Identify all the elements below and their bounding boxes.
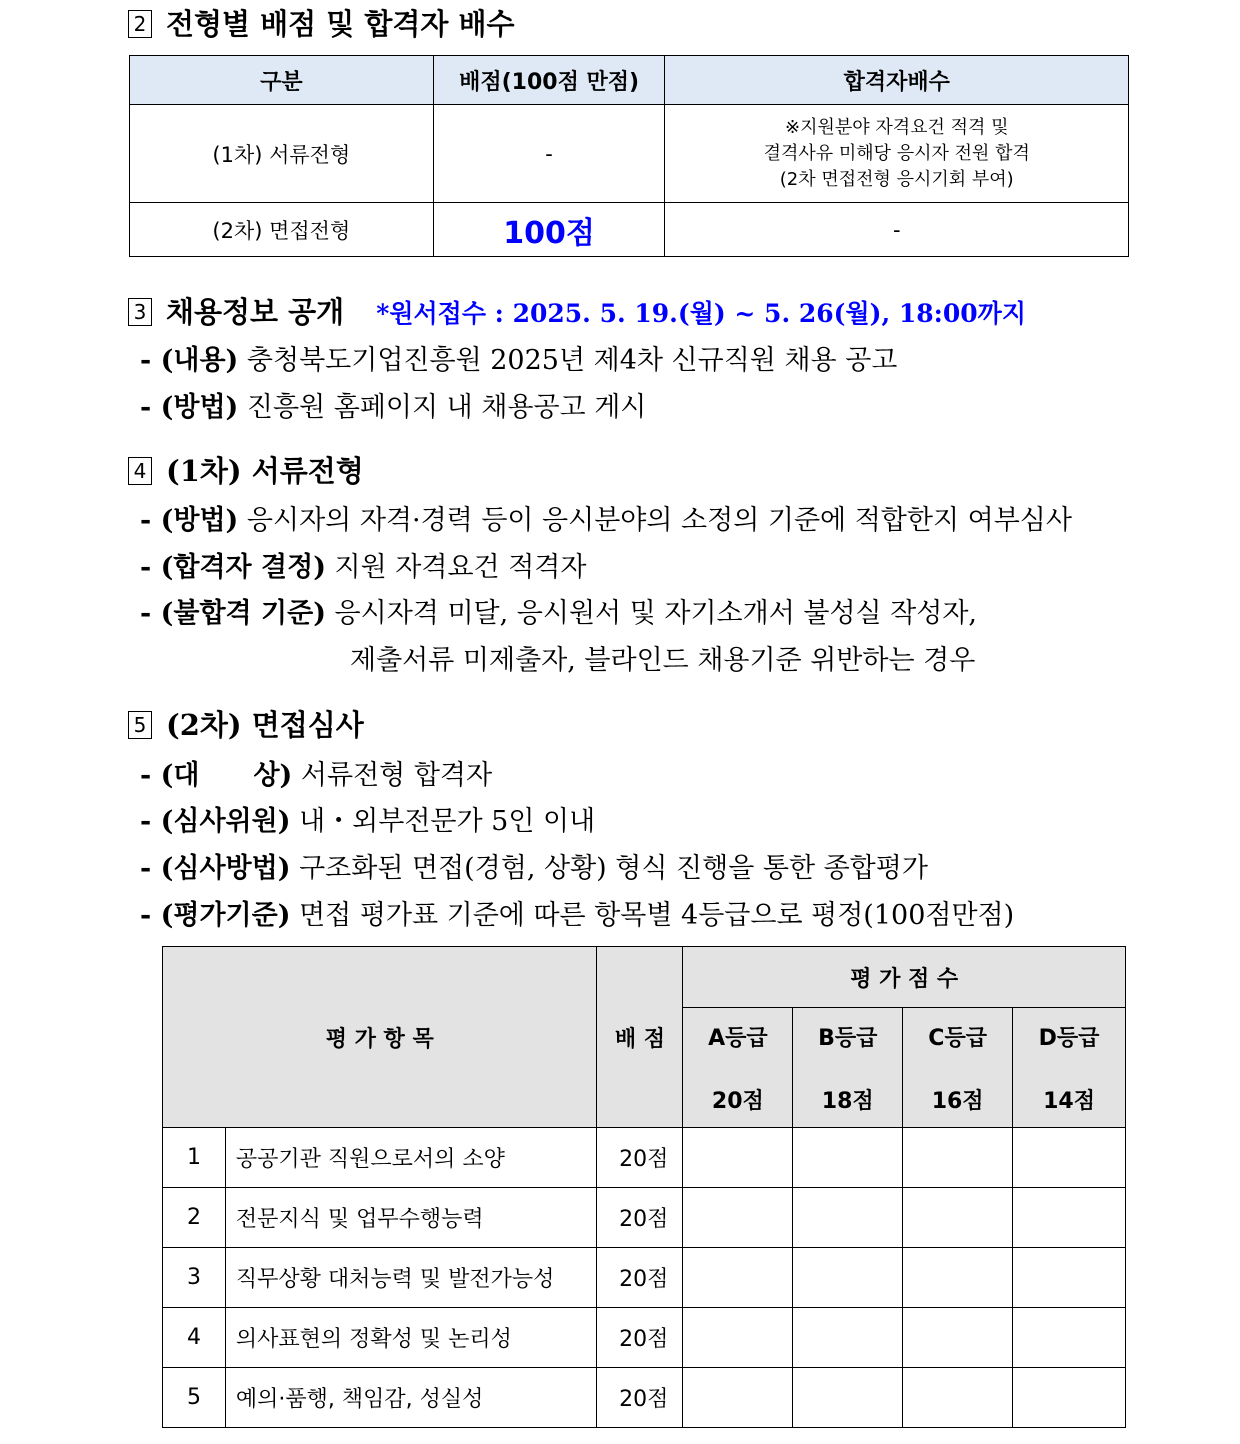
score-cell-a: [683, 1248, 793, 1308]
row-number: 3: [163, 1248, 226, 1308]
score-cell-d: [1013, 1368, 1126, 1428]
evaluation-table: [162, 946, 1126, 1428]
header-score: 배점(100점 만점): [433, 56, 665, 105]
header-division: 구분: [130, 56, 434, 105]
section-number: 3: [128, 298, 152, 326]
row-number: 4: [163, 1308, 226, 1368]
note-line: ※지원분야 자격요건 적격 및: [784, 116, 1009, 138]
header-eval-score: 배 점: [597, 947, 683, 1128]
notes-cell: [665, 105, 1129, 203]
notes-cell: -: [665, 203, 1129, 257]
table-row: [163, 1308, 1126, 1368]
section-number: 5: [128, 711, 152, 739]
score-cell-d: [1013, 1128, 1126, 1188]
score-cell-b: [793, 1128, 903, 1188]
row-item: 직무상황 대처능력 및 발전가능성: [225, 1248, 597, 1308]
score-cell-b: [793, 1248, 903, 1308]
scoring-table: [129, 55, 1129, 257]
section-5-title-text: (2차) 면접심사: [166, 708, 364, 742]
stage-cell: (2차) 면접전형: [130, 203, 434, 257]
info-item: - (방법) 진흥원 홈페이지 내 채용공고 게시: [140, 392, 647, 423]
stage-cell: (1차) 서류전형: [130, 105, 434, 203]
row-number: 5: [163, 1368, 226, 1428]
row-score: 20점: [597, 1368, 683, 1428]
section-5-title: [128, 703, 364, 744]
table-row: [163, 1248, 1126, 1308]
section-number: 2: [128, 10, 152, 38]
score-cell: 100점: [433, 203, 665, 257]
row-item: 전문지식 및 업무수행능력: [225, 1188, 597, 1248]
score-cell: -: [433, 105, 665, 203]
table-row: [163, 1188, 1126, 1248]
grade-a-header: A등급 20점: [683, 1008, 793, 1128]
info-item: - (내용) 충청북도기업진흥원 2025년 제4차 신규직원 채용 공고: [140, 345, 898, 376]
header-pass-ratio: 합격자배수: [665, 56, 1129, 105]
grade-b-header: B등급 18점: [793, 1008, 903, 1128]
score-cell-c: [903, 1368, 1013, 1428]
info-item: - (대 상) 서류전형 합격자: [140, 760, 493, 791]
score-cell-d: [1013, 1248, 1126, 1308]
score-cell-a: [683, 1128, 793, 1188]
section-2-title-text: 전형별 배점 및 합격자 배수: [166, 7, 515, 41]
info-item: - (심사방법) 구조화된 면접(경험, 상황) 형식 진행을 통한 종합평가: [140, 853, 928, 884]
note-line: (2차 면접전형 응시기회 부여): [779, 168, 1014, 190]
header-eval-item: 평 가 항 목: [163, 947, 597, 1128]
info-item: - (방법) 응시자의 자격·경력 등이 응시분야의 소정의 기준에 적합한지 여부심사: [140, 505, 1072, 536]
section-4-title-text: (1차) 서류전형: [166, 454, 364, 488]
info-item: - (평가기준) 면접 평가표 기준에 따른 항목별 4등급으로 평정(100점만점): [140, 900, 1015, 931]
row-score: 20점: [597, 1128, 683, 1188]
row-score: 20점: [597, 1188, 683, 1248]
row-number: 2: [163, 1188, 226, 1248]
info-item: - (심사위원) 내・외부전문가 5인 이내: [140, 806, 596, 837]
score-cell-c: [903, 1308, 1013, 1368]
info-item-continuation: 제출서류 미제출자, 블라인드 채용기준 위반하는 경우: [350, 645, 976, 676]
application-period-note: *원서접수 : 2025. 5. 19.(월) ~ 5. 26(월), 18:00까지: [376, 299, 1026, 328]
note-line: 결격사유 미해당 응시자 전원 합격: [763, 142, 1030, 164]
score-cell-c: [903, 1188, 1013, 1248]
row-score: 20점: [597, 1248, 683, 1308]
row-score: 20점: [597, 1308, 683, 1368]
section-3-title: [128, 290, 1026, 331]
section-2-title: [128, 2, 515, 43]
score-cell-a: [683, 1188, 793, 1248]
row-number: 1: [163, 1128, 226, 1188]
score-cell-d: [1013, 1308, 1126, 1368]
score-cell-c: [903, 1128, 1013, 1188]
section-4-title: [128, 449, 364, 490]
score-cell-d: [1013, 1188, 1126, 1248]
score-cell-b: [793, 1188, 903, 1248]
grade-d-header: D등급 14점: [1013, 1008, 1126, 1128]
table-row: [163, 1368, 1126, 1428]
grade-c-header: C등급 16점: [903, 1008, 1013, 1128]
score-cell-b: [793, 1368, 903, 1428]
row-item: 의사표현의 정확성 및 논리성: [225, 1308, 597, 1368]
row-item: 예의·품행, 책임감, 성실성: [225, 1368, 597, 1428]
info-item: - (합격자 결정) 지원 자격요건 적격자: [140, 552, 587, 583]
info-item: - (불합격 기준) 응시자격 미달, 응시원서 및 자기소개서 불성실 작성자,: [140, 598, 978, 629]
score-cell-c: [903, 1248, 1013, 1308]
score-cell-a: [683, 1308, 793, 1368]
row-item: 공공기관 직원으로서의 소양: [225, 1128, 597, 1188]
table-row: [163, 1128, 1126, 1188]
score-cell-b: [793, 1308, 903, 1368]
section-3-title-text: 채용정보 공개: [166, 295, 345, 329]
header-eval-points: 평 가 점 수: [683, 947, 1126, 1008]
score-cell-a: [683, 1368, 793, 1428]
section-number: 4: [128, 457, 152, 485]
